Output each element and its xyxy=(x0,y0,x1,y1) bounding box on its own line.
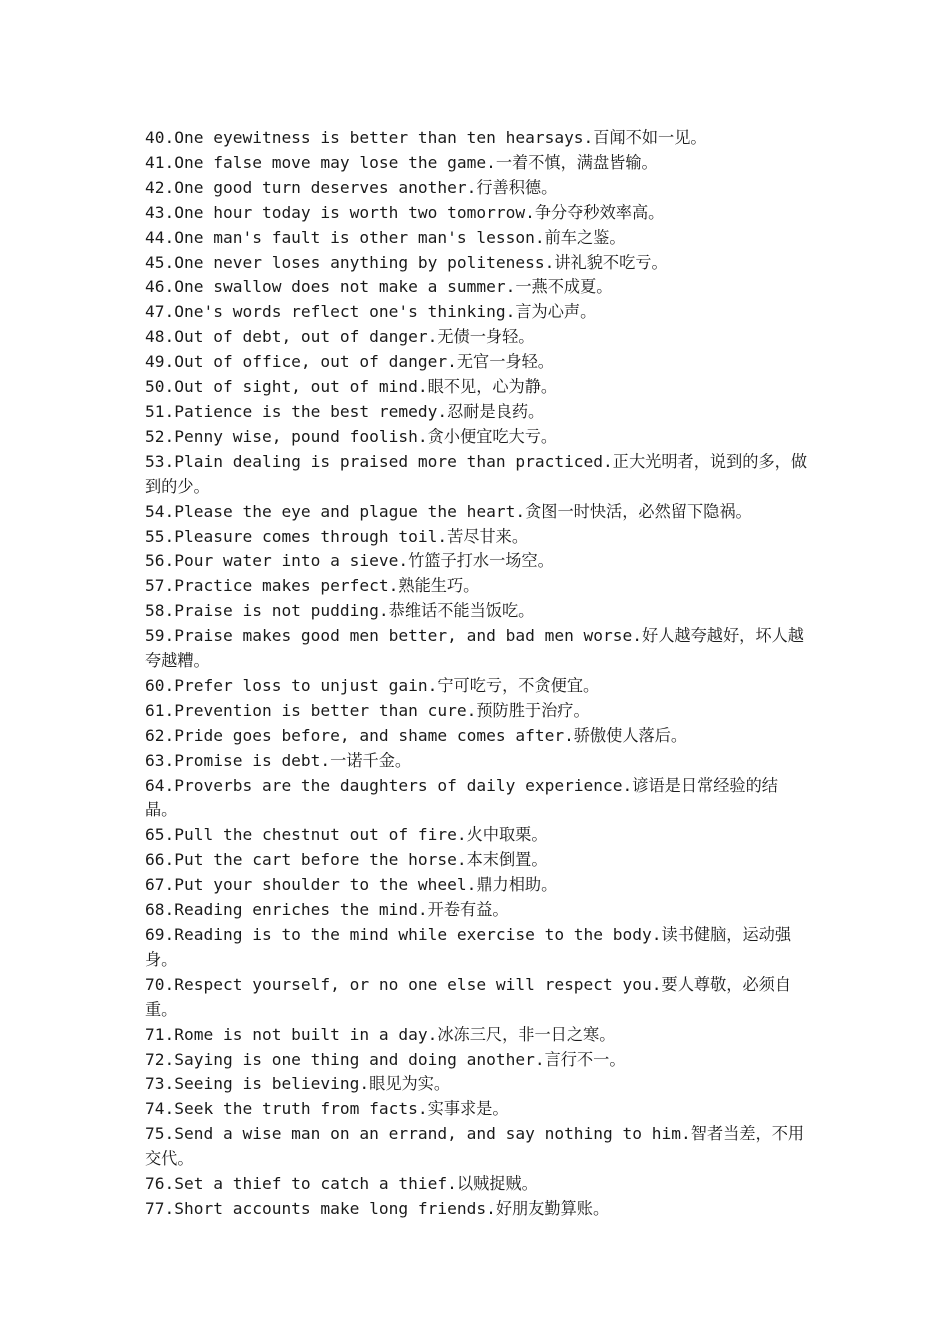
list-item: 76.Set a thief to catch a thief.以贼捉贼。 xyxy=(145,1174,538,1194)
list-item: 75.Send a wise man on an errand, and say nothing to him.智者当差，不用交代。 xyxy=(145,1124,805,1169)
list-item: 42.One good turn deserves another.行善积德。 xyxy=(145,177,558,197)
list-item: 50.Out of sight, out of mind.眼不见，心为静。 xyxy=(145,377,558,397)
list-item: 48.Out of debt, out of danger.无债一身轻。 xyxy=(145,327,535,347)
list-item: 44.One man's fault is other man's lesson.前车之鉴。 xyxy=(145,227,626,247)
list-item: 77.Short accounts make long friends.好朋友勤算账。 xyxy=(145,1198,610,1218)
list-item: 49.Out of office, out of danger.无官一身轻。 xyxy=(145,352,554,372)
list-item: 61.Prevention is better than cure.预防胜于治疗。 xyxy=(145,700,590,720)
list-item: 43.One hour today is worth two tomorrow.争分夺秒效率高。 xyxy=(145,202,665,222)
list-item: 54.Please the eye and plague the heart.贪图一时快活，必然留下隐祸。 xyxy=(145,501,752,521)
list-item: 67.Put your shoulder to the wheel.鼎力相助。 xyxy=(145,875,558,895)
list-item: 66.Put the cart before the horse.本末倒置。 xyxy=(145,850,548,870)
list-item: 55.Pleasure comes through toil.苦尽甘来。 xyxy=(145,526,529,546)
list-item: 62.Pride goes before, and shame comes after.骄傲使人落后。 xyxy=(145,725,688,745)
list-item: 69.Reading is to the mind while exercise to the body.读书健脑，运动强身。 xyxy=(145,925,792,969)
list-item: 71.Rome is not built in a day.冰冻三尺，非一日之寒。 xyxy=(145,1024,616,1044)
list-item: 59.Praise makes good men better, and bad men worse.好人越夸越好，坏人越夸越糟。 xyxy=(145,626,804,671)
list-item: 63.Promise is debt.一诺千金。 xyxy=(145,750,412,770)
list-item: 45.One never loses anything by politeness.讲礼貌不吃亏。 xyxy=(145,252,668,272)
proverb-list xyxy=(145,126,810,1222)
list-item: 68.Reading enriches the mind.开卷有益。 xyxy=(145,900,509,920)
list-item: 58.Praise is not pudding.恭维话不能当饭吃。 xyxy=(145,601,535,621)
list-item: 70.Respect yourself, or no one else will respect you.要人尊敬，必须自重。 xyxy=(145,974,792,1019)
list-item: 52.Penny wise, pound foolish.贪小便宜吃大亏。 xyxy=(145,426,558,446)
list-item: 60.Prefer loss to unjust gain.宁可吃亏，不贪便宜。 xyxy=(145,675,600,695)
list-item: 56.Pour water into a sieve.竹篮子打水一场空。 xyxy=(145,551,554,571)
list-item: 46.One swallow does not make a summer.一燕不成夏。 xyxy=(145,277,613,297)
list-item: 53.Plain dealing is praised more than practiced.正大光明者，说到的多，做到的少。 xyxy=(145,451,808,496)
list-item: 64.Proverbs are the daughters of daily experience.谚语是日常经验的结晶。 xyxy=(145,775,778,820)
list-item: 40.One eyewitness is better than ten hearsays.百闻不如一见。 xyxy=(145,128,707,147)
list-item: 41.One false move may lose the game.一着不慎，满盘皆输。 xyxy=(145,152,658,172)
list-item: 51.Patience is the best remedy.忍耐是良药。 xyxy=(145,401,545,421)
list-item: 65.Pull the chestnut out of fire.火中取栗。 xyxy=(145,825,548,845)
list-item: 72.Saying is one thing and doing another.言行不一。 xyxy=(145,1049,626,1069)
list-item: 74.Seek the truth from facts.实事求是。 xyxy=(145,1099,509,1119)
list-item: 73.Seeing is believing.眼见为实。 xyxy=(145,1074,451,1094)
list-item: 57.Practice makes perfect.熟能生巧。 xyxy=(145,576,480,596)
list-item: 47.One's words reflect one's thinking.言为心声。 xyxy=(145,302,597,322)
